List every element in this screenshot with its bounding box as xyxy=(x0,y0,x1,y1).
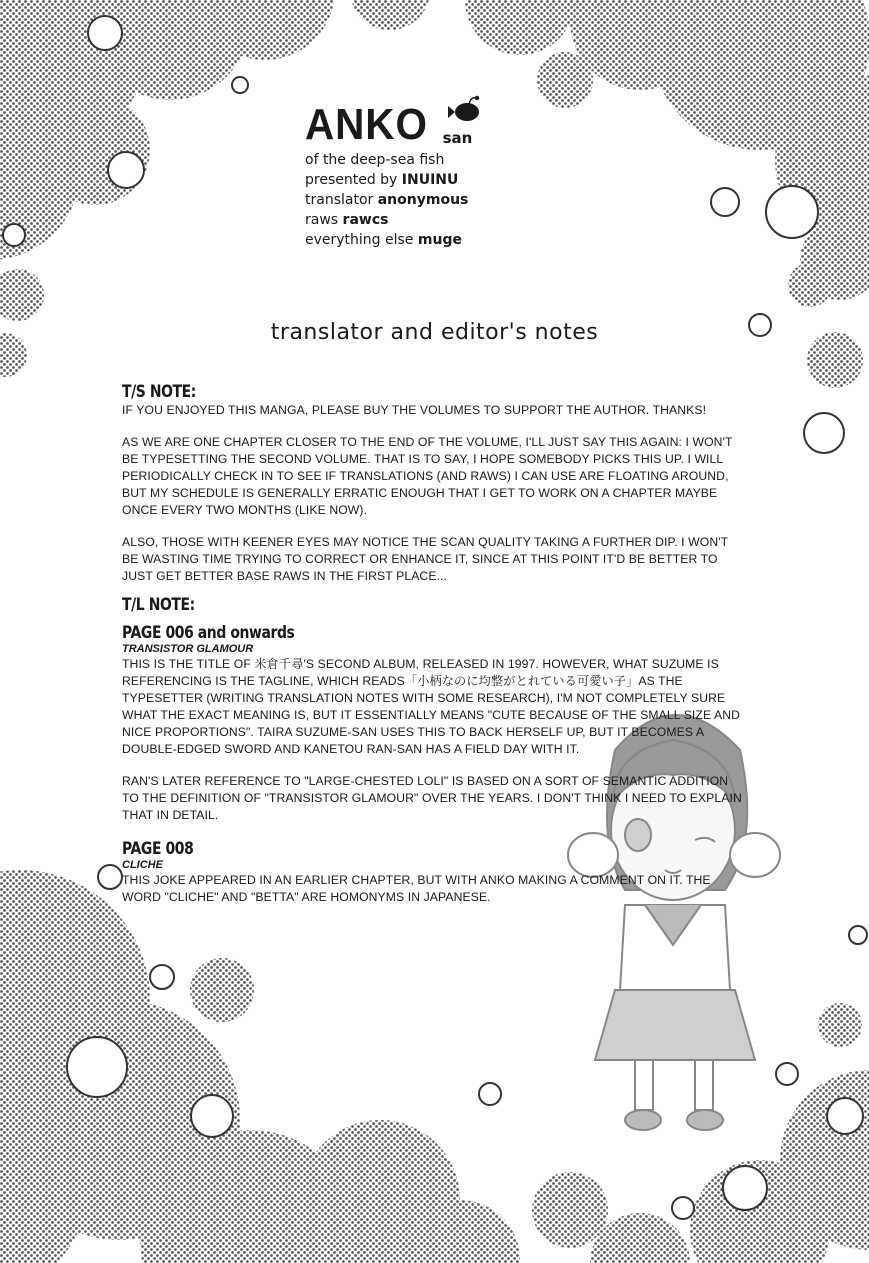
tl-note-heading: T/L NOTE: xyxy=(122,595,195,615)
page-heading: PAGE 006 and onwards xyxy=(122,623,295,643)
page-heading: PAGE 008 xyxy=(122,839,194,859)
credit-value: INUINU xyxy=(401,172,459,188)
title-logo xyxy=(305,95,481,150)
tl-note-paragraph: THIS IS THE TITLE OF 米倉千尋'S SECOND ALBUM, RELEASED IN 1997. HOWEVER, WHAT SUZUME IS REFERENCING IS THE TAGLINE, WHICH READS「小柄なのに均整がとれている可愛い子」AS THE TYPESETTER (WRITING TRANSLATION NOTES WITH SOME RESEARCH), I'M NOT COMPLETELY SURE WHAT THE EXACT MEANING IS, BUT IT ESSENTIALLY MEANS "CUTE BECAUSE OF THE SMALL SIZE AND NICE PROPORTIONS". TAIRA SUZUME-SAN USES THIS TO BACK HERSELF UP, BUT IT BECOMES A DOUBLE-EDGED SWORD AND KANETOU RAN-SAN HAS A FIELD DAY WITH IT. xyxy=(122,657,741,756)
notes-body xyxy=(122,382,742,921)
credits-block xyxy=(305,95,481,250)
notes-title: translator and editor's notes xyxy=(270,320,599,345)
credit-value: rawcs xyxy=(342,212,389,228)
note-term: CLICHE xyxy=(122,859,163,871)
anglerfish-icon xyxy=(447,95,481,123)
note-term: TRANSISTOR GLAMOUR xyxy=(122,643,254,655)
credit-label: translator xyxy=(305,192,374,208)
credit-else xyxy=(305,230,481,250)
ts-note-heading: T/S NOTE: xyxy=(122,382,196,402)
credit-value: muge xyxy=(417,232,462,248)
logo-suffix: san xyxy=(442,129,473,147)
credit-label: presented by xyxy=(305,172,398,188)
ts-note-paragraph: ALSO, THOSE WITH KEENER EYES MAY NOTICE THE SCAN QUALITY TAKING A FURTHER DIP. I WON'T BE WASTING TIME TRYING TO CORRECT OR ENHANCE IT, SINCE AT THIS POINT IT'D BE BETTER TO JUST GET BETTER BASE RAWS IN THE FIRST PLACE... xyxy=(122,535,728,583)
credit-label: raws xyxy=(305,212,339,228)
credit-value: anonymous xyxy=(377,192,469,208)
credit-presented xyxy=(305,170,481,190)
logo-text: ANKO xyxy=(305,100,428,149)
ts-note-paragraph: AS WE ARE ONE CHAPTER CLOSER TO THE END OF THE VOLUME, I'LL JUST SAY THIS AGAIN: I WON'T BE TYPESETTING THE SECOND VOLUME. THAT IS TO SAY, I HOPE SOMEBODY PICKS THIS UP. I WILL PERIODICALLY CHECK IN TO SEE IF TRANSLATIONS (AND RAWS) I CAN USE ARE FLOATING AROUND, BUT MY SCHEDULE IS GENERALLY ERRATIC ENOUGH THAT I GET TO WORK ON A CHAPTER MAYBE ONCE EVERY TWO MONTHS (LIKE NOW). xyxy=(122,435,733,517)
ts-note-paragraph: IF YOU ENJOYED THIS MANGA, PLEASE BUY THE VOLUMES TO SUPPORT THE AUTHOR. THANKS! xyxy=(122,403,707,417)
tl-note-paragraph: RAN'S LATER REFERENCE TO "LARGE-CHESTED LOLI" IS BASED ON A SORT OF SEMANTIC ADDITION TO THE DEFINITION OF "TRANSISTOR GLAMOUR" OVER THE YEARS. I DON'T THINK I NEED TO EXPLAIN THAT IN DETAIL. xyxy=(122,774,742,822)
tl-note-paragraph: THIS JOKE APPEARED IN AN EARLIER CHAPTER, BUT WITH ANKO MAKING A COMMENT ON IT. THE WORD "CLICHE" AND "BETTA" ARE HOMONYMS IN JAPANESE. xyxy=(122,873,711,904)
credit-translator xyxy=(305,190,481,210)
subtitle: of the deep-sea fish xyxy=(305,152,445,168)
credit-label: everything else xyxy=(305,232,414,248)
credit-raws xyxy=(305,210,481,230)
